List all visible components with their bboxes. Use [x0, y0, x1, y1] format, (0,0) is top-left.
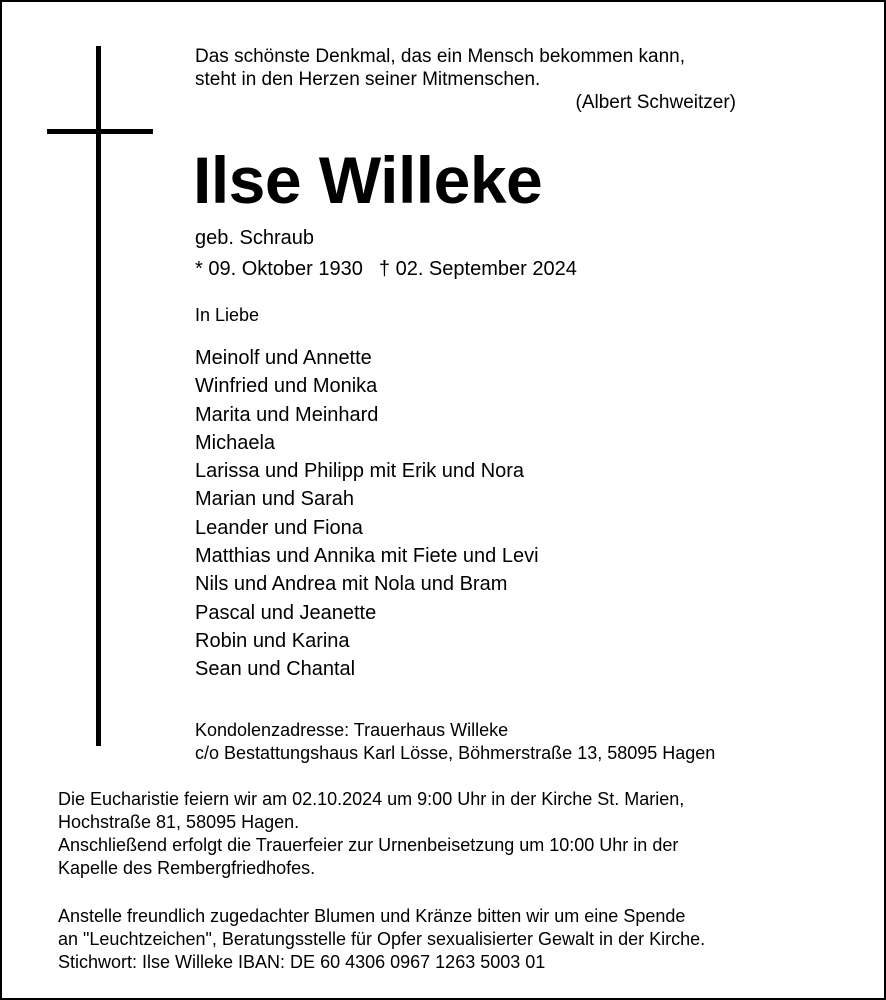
death-date: † 02. September 2024: [378, 258, 577, 280]
list-item: Sean und Chantal: [195, 658, 356, 681]
list-item: Nils und Andrea mit Nola und Bram: [195, 573, 508, 596]
quote-line: steht in den Herzen seiner Mitmenschen.: [195, 69, 541, 90]
condolence-line: c/o Bestattungshaus Karl Lösse, Böhmerstraße 13, 58095 Hagen: [195, 743, 716, 763]
service-line: Hochstraße 81, 58095 Hagen.: [58, 812, 300, 832]
cross-icon-vertical-bar: [96, 46, 101, 746]
list-item: Michaela: [195, 431, 276, 454]
in-love-label: In Liebe: [195, 305, 260, 325]
donation-line: Stichwort: Ilse Willeke IBAN: DE 60 4306 0967 1263 5003 01: [58, 952, 546, 972]
service-line: Kapelle des Rembergfriedhofes.: [58, 858, 316, 878]
service-line: Die Eucharistie feiern wir am 02.10.2024 um 9:00 Uhr in der Kirche St. Marien,: [58, 789, 685, 809]
list-item: Winfried und Monika: [195, 375, 378, 398]
mourners-list: [195, 344, 539, 684]
list-item: Marian und Sarah: [195, 488, 354, 511]
epitaph-quote: [195, 45, 755, 114]
quote-line: Das schönste Denkmal, das ein Mensch bekommen kann,: [195, 46, 686, 67]
maiden-name: geb. Schraub: [195, 227, 314, 249]
list-item: Larissa und Philipp mit Erik und Nora: [195, 460, 525, 483]
condolence-address: [195, 719, 715, 765]
service-information: [58, 788, 684, 880]
service-line: Anschließend erfolgt die Trauerfeier zur Urnenbeisetzung um 10:00 Uhr in der: [58, 835, 679, 855]
cross-icon-horizontal-bar: [47, 129, 153, 134]
donation-line: Anstelle freundlich zugedachter Blumen und Kränze bitten wir um eine Spende: [58, 906, 686, 926]
donation-request: [58, 905, 705, 974]
list-item: Meinolf und Annette: [195, 347, 372, 369]
list-item: Leander und Fiona: [195, 516, 363, 539]
deceased-name: Ilse Willeke: [193, 143, 543, 217]
list-item: Matthias und Annika mit Fiete und Levi: [195, 545, 539, 568]
donation-line: an "Leuchtzeichen", Beratungsstelle für Opfer sexualisierter Gewalt in der Kirche.: [58, 929, 706, 949]
list-item: Marita und Meinhard: [195, 403, 379, 426]
birth-date: * 09. Oktober 1930: [195, 258, 363, 280]
list-item: Pascal und Jeanette: [195, 601, 377, 624]
life-dates: [195, 256, 577, 282]
quote-author: (Albert Schweitzer): [575, 92, 736, 113]
list-item: Robin und Karina: [195, 629, 350, 652]
condolence-line: Kondolenzadresse: Trauerhaus Willeke: [195, 720, 509, 740]
